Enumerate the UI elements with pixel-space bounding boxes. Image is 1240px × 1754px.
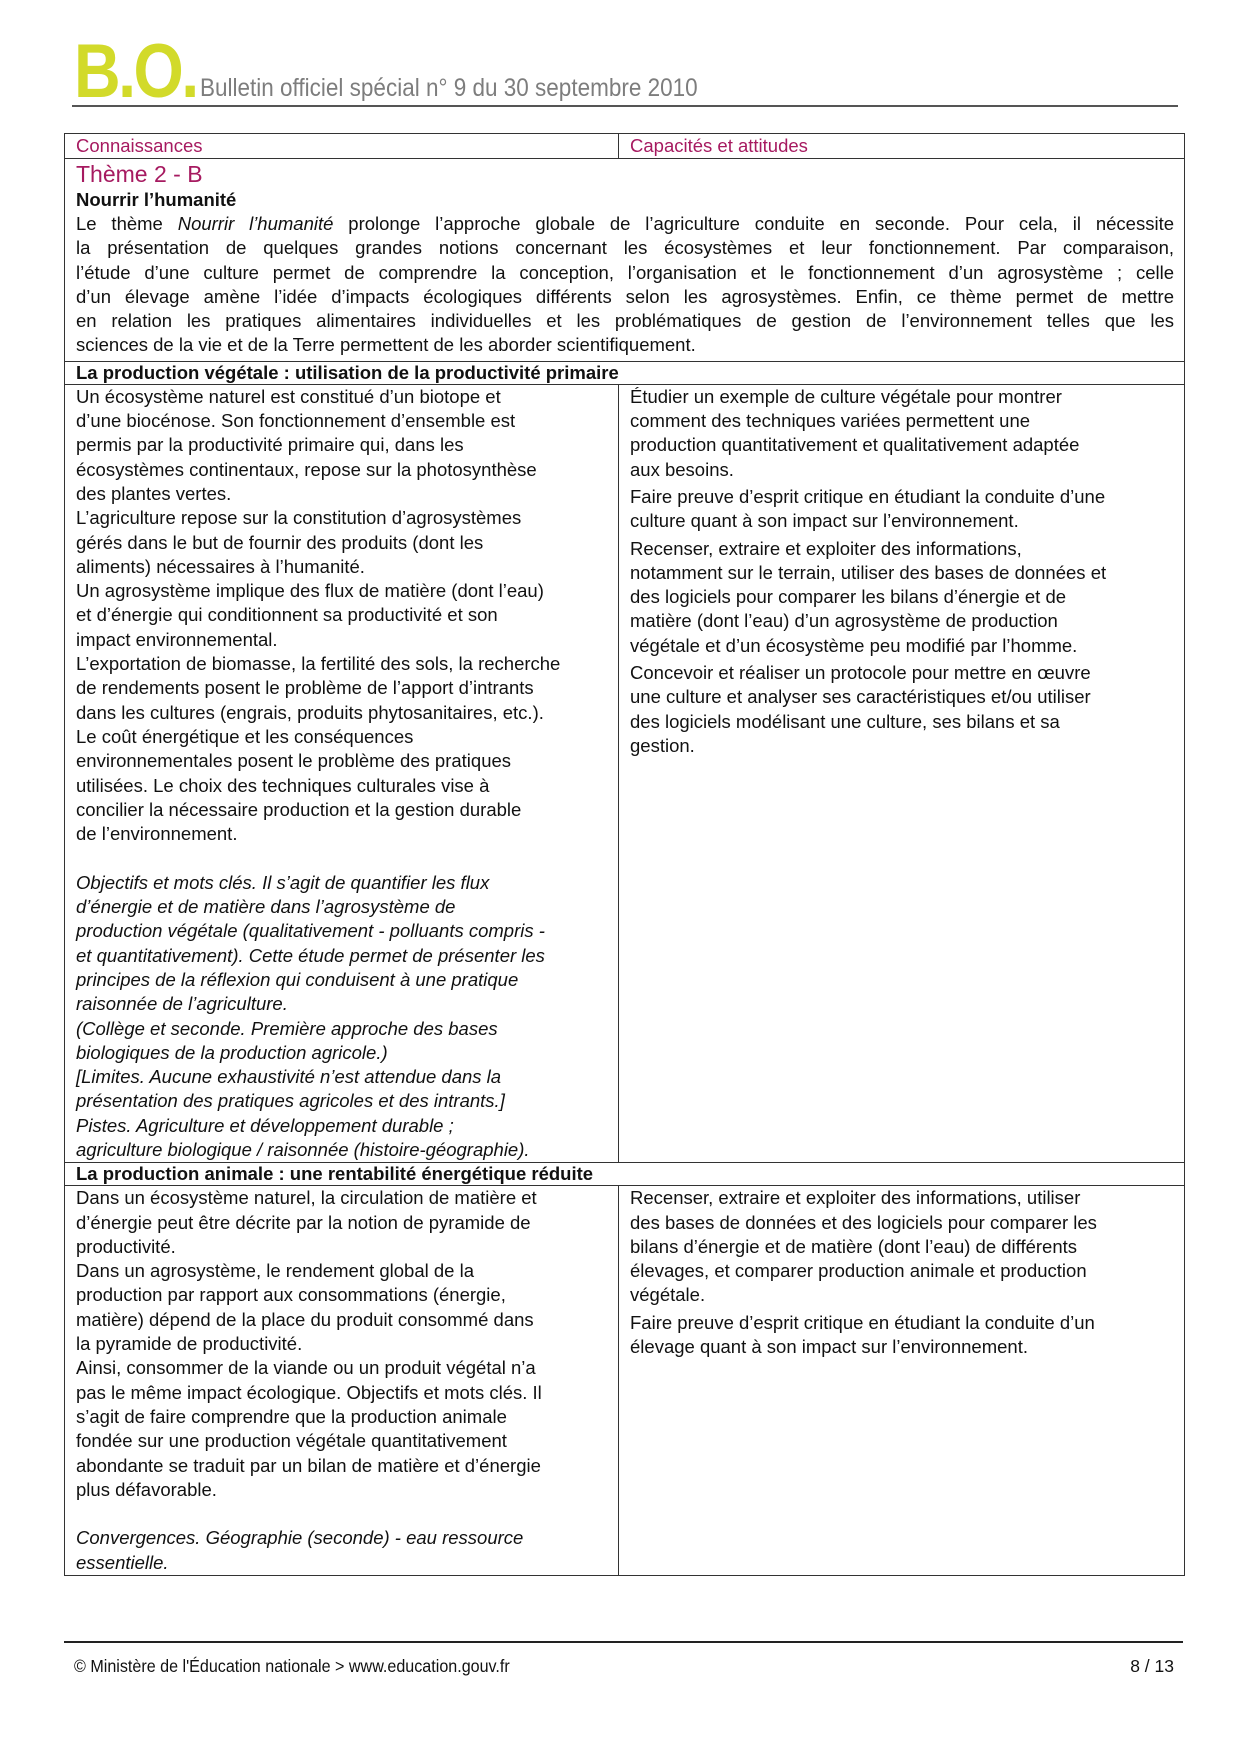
text-line: élevage quant à son impact sur l’environnement. [630,1336,1028,1358]
text-line: productivité. [76,1235,176,1257]
text-block [76,871,608,1163]
text-line: pas le même impact écologique. Objectifs et mots clés. Il [76,1381,542,1403]
italic-line: Convergences. Géographie (seconde) - eau ressource [76,1527,524,1549]
theme-intro [76,212,1174,358]
footer-divider [64,1641,1183,1643]
text-line: dans les cultures (engrais, produits phytosanitaires, etc.). [76,701,544,723]
text-line: plus défavorable. [76,1478,217,1500]
text-line: aliments) nécessaires à l’humanité. [76,555,365,577]
italic-line: essentielle. [76,1551,169,1573]
intro-line: la présentation de quelques grandes notions concernant les écosystèmes et leur fonctionnement. Par comparaison, [76,237,1174,259]
text-block [76,1186,608,1502]
text-line: Le coût énergétique et les conséquences [76,725,414,747]
intro-line: sciences de la vie et de la Terre permettent de les aborder scientifiquement. [76,334,696,356]
text-line: utilisées. Le choix des techniques culturales vise à [76,774,490,796]
text-line: permis par la productivité primaire qui, dans les [76,434,464,456]
text-block [76,385,608,847]
header-divider [72,105,1178,107]
capacity-paragraph [630,385,1174,482]
text-line: des logiciels pour comparer les bilans d’énergie et de [630,586,1067,608]
italic-line: et quantitativement). Cette étude permet de présenter les [76,944,545,966]
text-line: la pyramide de productivité. [76,1333,303,1355]
capacity-paragraph [630,537,1174,658]
text-line: de rendements posent le problème de l’apport d’intrants [76,677,534,699]
page-number: 8 / 13 [1130,1656,1174,1676]
text-line: Un agrosystème implique des flux de matière (dont l’eau) [76,580,544,602]
text-line: Faire preuve d’esprit critique en étudiant la conduite d’une [630,485,1106,507]
text-line: Ainsi, consommer de la viande ou un produit végétal n’a [76,1357,536,1379]
theme-title: Thème 2 - B [76,161,203,187]
intro-italic-title: Nourrir l’humanité [177,213,334,234]
text-line: Recenser, extraire et exploiter des informations, utiliser [630,1187,1081,1209]
italic-line: présentation des pratiques agricoles et des intrants.] [76,1090,505,1112]
bo-logo: B.O. [74,29,197,114]
theme-subtitle: Nourrir l’humanité [76,189,237,210]
column-header-connaissances: Connaissances [65,134,619,159]
column-header-capacites: Capacités et attitudes [619,134,1185,159]
text-line: des logiciels modélisant une culture, ses bilans et sa [630,710,1060,732]
text-line: matière) dépend de la place du produit consommé dans [76,1308,534,1330]
column-header-row [65,134,1185,159]
text-line: élevages, et comparer production animale et production [630,1260,1087,1282]
document-title: Bulletin officiel spécial n° 9 du 30 septembre 2010 [200,74,698,102]
text-line: environnementales posent le problème des pratiques [76,750,512,772]
text-line: végétale et d’un écosystème peu modifié par l’homme. [630,634,1078,656]
italic-line: agriculture biologique / raisonnée (histoire-géographie). [76,1138,530,1160]
section-row-animale [65,1163,1185,1186]
text-line: culture quant à son impact sur l’environnement. [630,510,1019,532]
italic-line: Objectifs et mots clés. Il s’agit de quantifier les flux [76,871,490,893]
text-line: matière (dont l’eau) d’un agrosystème de production [630,610,1058,632]
text-line: L’exportation de biomasse, la fertilité des sols, la recherche [76,653,561,675]
capacites-cell [619,384,1185,1163]
italic-line: principes de la réflexion qui conduisent à une pratique [76,968,519,990]
text-line: des bases de données et des logiciels pour comparer les [630,1211,1097,1233]
section-row-vegetale [65,361,1185,384]
text-line: Dans un écosystème naturel, la circulation de matière et [76,1187,537,1209]
theme-row [65,159,1185,362]
italic-line: biologiques de la production agricole.) [76,1041,388,1063]
italic-line: (Collège et seconde. Première approche des bases [76,1017,498,1039]
italic-line: [Limites. Aucune exhaustivité n’est attendue dans la [76,1066,502,1088]
text-line: écosystèmes continentaux, repose sur la photosynthèse [76,458,537,480]
text-line: Recenser, extraire et exploiter des informations, [630,537,1022,559]
program-table [64,133,1185,1576]
text-line: aux besoins. [630,458,734,480]
italic-line: production végétale (qualitativement - polluants compris - [76,920,545,942]
intro-line: l’étude d’une culture permet de comprendre la conception, l’organisation et le fonctionnement d’un agrosystème ; celle [76,261,1174,283]
italic-line: Pistes. Agriculture et développement durable ; [76,1114,454,1136]
footer-copyright: © Ministère de l'Éducation nationale > www.education.gouv.fr [74,1656,510,1676]
text-line: d’énergie peut être décrite par la notion de pyramide de [76,1211,531,1233]
capacity-paragraph [630,485,1174,534]
connaissances-cell [65,1186,619,1576]
section-title: La production animale : une rentabilité énergétique réduite [65,1163,1185,1186]
capacity-paragraph [630,661,1174,758]
text-line: L’agriculture repose sur la constitution d’agrosystèmes [76,507,522,529]
paragraph-list [630,1186,1174,1359]
italic-line: raisonnée de l’agriculture. [76,993,288,1015]
connaissances-cell [65,384,619,1163]
text-line: une culture et analyser ses caractéristiques et/ou utiliser [630,686,1091,708]
section-body-animale [65,1186,1185,1576]
text-line: Faire preuve d’esprit critique en étudiant la conduite d’un [630,1311,1095,1333]
text-line: impact environnemental. [76,628,278,650]
intro-text: Le thème [76,213,178,234]
text-line: fondée sur une production végétale quantitativement [76,1430,507,1452]
intro-line: d’un élevage amène l’idée d’impacts écologiques différents selon les agrosystèmes. Enfin, ce thème permet de mettre [76,285,1174,307]
text-line: Dans un agrosystème, le rendement global de la [76,1260,474,1282]
capacity-paragraph [630,1311,1174,1360]
text-line: gestion. [630,734,695,756]
text-line: Concevoir et réaliser un protocole pour mettre en œuvre [630,662,1091,684]
section-body-vegetale [65,384,1185,1163]
text-line: de l’environnement. [76,823,238,845]
text-line: concilier la nécessaire production et la gestion durable [76,798,522,820]
capacites-cell [619,1186,1185,1576]
text-line: des plantes vertes. [76,482,232,504]
italic-line: d’énergie et de matière dans l’agrosystème de [76,896,456,918]
text-line: végétale. [630,1284,706,1306]
text-line: d’une biocénose. Son fonctionnement d’ensemble est [76,410,516,432]
text-line: Un écosystème naturel est constitué d’un biotope et [76,385,501,407]
text-block [76,1526,608,1575]
text-line: gérés dans le but de fournir des produits (dont les [76,531,484,553]
section-title: La production végétale : utilisation de la productivité primaire [65,361,1185,384]
text-line: bilans d’énergie et de matière (dont l’eau) de différents [630,1235,1078,1257]
text-line: s’agit de faire comprendre que la production animale [76,1405,507,1427]
text-line: Étudier un exemple de culture végétale pour montrer [630,385,1062,407]
text-line: et d’énergie qui conditionnent sa productivité et son [76,604,498,626]
text-line: notamment sur le terrain, utiliser des bases de données et [630,561,1107,583]
intro-line [76,212,1174,236]
intro-line: en relation les pratiques alimentaires individuelles et les problématiques de gestion de l’environnement telles que les [76,310,1174,332]
text-line: production par rapport aux consommations (énergie, [76,1284,506,1306]
text-line: production quantitativement et qualitativement adaptée [630,434,1080,456]
capacity-paragraph [630,1186,1174,1307]
paragraph-list [630,385,1174,758]
intro-text: prolonge l’approche globale de l’agriculture conduite en seconde. Pour cela, il nécessite [333,213,1174,234]
text-line: comment des techniques variées permettent une [630,410,1031,432]
text-line: abondante se traduit par un bilan de matière et d’énergie [76,1454,541,1476]
